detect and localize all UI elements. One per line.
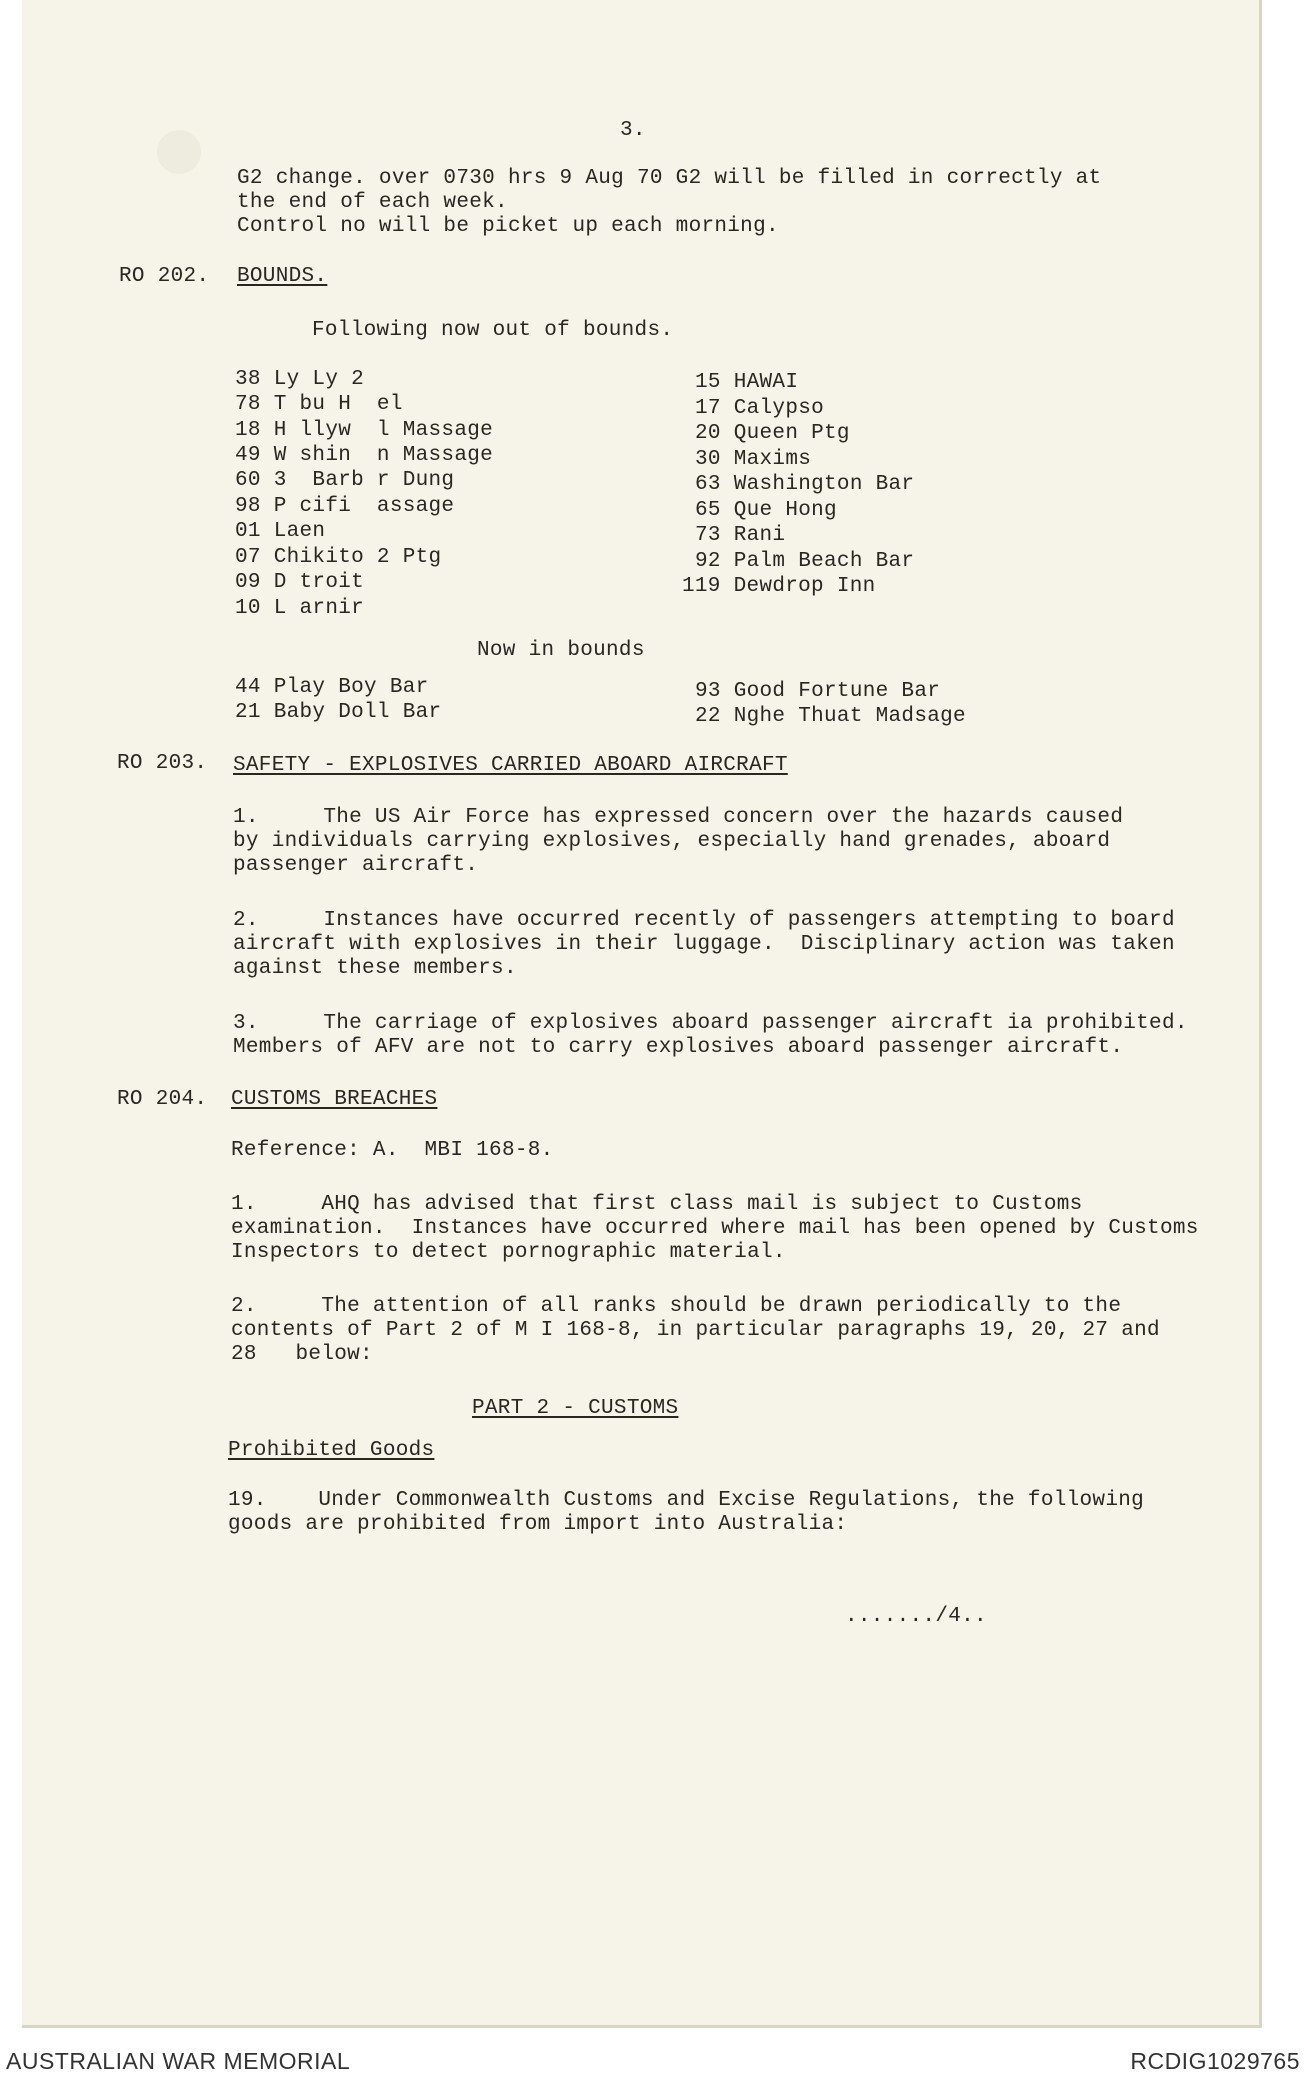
paragraph-line: 2. The attention of all ranks should be drawn periodically to the	[231, 1295, 1122, 1318]
page-number: 3.	[620, 119, 646, 142]
out-of-bounds-item: 65 Que Hong	[695, 499, 837, 522]
section-number: RO 203.	[117, 752, 208, 775]
punch-hole-mark	[157, 130, 201, 174]
paragraph-line: contents of Part 2 of M I 168-8, in particular paragraphs 19, 20, 27 and	[231, 1319, 1160, 1342]
out-of-bounds-item: 17 Calypso	[695, 397, 825, 420]
out-of-bounds-item: 07 Chikito 2 Ptg	[235, 546, 442, 569]
paragraph-line: passenger aircraft.	[233, 854, 479, 877]
out-of-bounds-item: 38 Ly Ly 2	[235, 368, 365, 391]
paragraph-line: Inspectors to detect pornographic material.	[231, 1241, 786, 1264]
paragraph-line: 1. The US Air Force has expressed concern over the hazards caused	[233, 806, 1124, 829]
out-of-bounds-item: 10 L arnir	[235, 597, 365, 620]
paragraph-line: 19. Under Commonwealth Customs and Excise Regulations, the following	[228, 1489, 1145, 1512]
paragraph-line: 2. Instances have occurred recently of passengers attempting to board	[233, 909, 1175, 932]
intro-line: the end of each week.	[237, 191, 508, 214]
paragraph-line: examination. Instances have occurred where mail has been opened by Customs	[231, 1217, 1199, 1240]
paragraph-line: 28 below:	[231, 1343, 373, 1366]
out-of-bounds-item: 49 W shin n Massage	[235, 444, 494, 467]
footer-source: AUSTRALIAN WAR MEMORIAL	[6, 2048, 351, 2074]
in-bounds-item: 44 Play Boy Bar	[235, 676, 429, 699]
section-number: RO 204.	[117, 1088, 208, 1111]
section-number: RO 202.	[119, 265, 210, 288]
out-of-bounds-item: 63 Washington Bar	[695, 473, 915, 496]
paragraph-line: Members of AFV are not to carry explosives aboard passenger aircraft.	[233, 1036, 1124, 1059]
reference-line: Reference: A. MBI 168-8.	[231, 1139, 554, 1162]
out-of-bounds-item: 20 Queen Ptg	[695, 422, 850, 445]
section-heading: CUSTOMS BREACHES	[231, 1088, 438, 1111]
prohibited-goods-heading: Prohibited Goods	[228, 1439, 435, 1462]
out-of-bounds-item: 78 T bu H el	[235, 393, 403, 416]
paragraph-line: 3. The carriage of explosives aboard passenger aircraft ia prohibited.	[233, 1012, 1188, 1035]
section-heading: BOUNDS.	[237, 265, 328, 288]
out-of-bounds-item: 60 3 Barb r Dung	[235, 469, 455, 492]
continuation-mark: ......./4..	[845, 1605, 987, 1628]
paragraph-line: by individuals carrying explosives, especially hand grenades, aboard	[233, 830, 1111, 853]
out-of-bounds-item: 18 H llyw l Massage	[235, 419, 494, 442]
out-of-bounds-item: 119 Dewdrop Inn	[682, 575, 876, 598]
out-of-bounds-item: 30 Maxims	[695, 448, 812, 471]
part-heading: PART 2 - CUSTOMS	[472, 1397, 679, 1420]
intro-line: G2 change. over 0730 hrs 9 Aug 70 G2 will be filled in correctly at	[237, 167, 1102, 190]
intro-line: Control no will be picket up each morning.	[237, 215, 779, 238]
out-of-bounds-item: 73 Rani	[695, 524, 786, 547]
paragraph-line: goods are prohibited from import into Australia:	[228, 1513, 848, 1536]
out-of-bounds-item: 09 D troit	[235, 571, 365, 594]
paragraph-line: aircraft with explosives in their luggage. Disciplinary action was taken	[233, 933, 1175, 956]
out-of-bounds-item: 01 Laen	[235, 520, 326, 543]
section-heading: SAFETY - EXPLOSIVES CARRIED ABOARD AIRCRAFT	[233, 754, 788, 777]
footer-identifier: RCDIG1029765	[1130, 2048, 1300, 2074]
in-bounds-item: 93 Good Fortune Bar	[695, 680, 941, 703]
in-bounds-item: 22 Nghe Thuat Madsage	[695, 705, 966, 728]
in-bounds-heading: Now in bounds	[477, 639, 645, 662]
in-bounds-item: 21 Baby Doll Bar	[235, 701, 442, 724]
out-of-bounds-item: 98 P cifi assage	[235, 495, 455, 518]
paragraph-line: 1. AHQ has advised that first class mail is subject to Customs	[231, 1193, 1083, 1216]
out-of-bounds-item: 15 HAWAI	[695, 371, 799, 394]
out-of-bounds-item: 92 Palm Beach Bar	[695, 550, 915, 573]
section-subheading: Following now out of bounds.	[312, 319, 674, 342]
paragraph-line: against these members.	[233, 957, 517, 980]
